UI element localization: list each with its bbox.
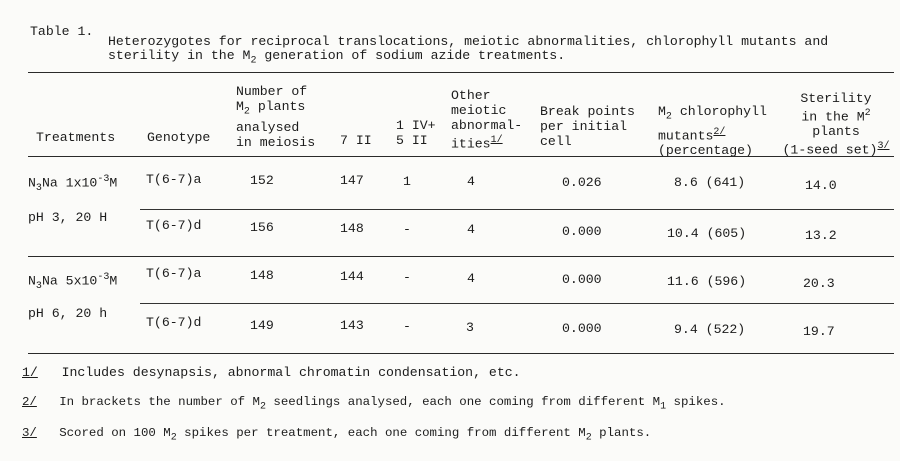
table-cell-plants: 149 — [250, 318, 274, 333]
table-caption-label: Table 1. — [30, 24, 94, 39]
table-cell-genotype: T(6-7)a — [146, 172, 202, 187]
header-seven-ii: 7 II — [340, 133, 372, 148]
table-cell-other: 4 — [467, 222, 475, 237]
table-cell-genotype: T(6-7)a — [146, 266, 202, 281]
table-cell-plants: 156 — [250, 220, 274, 235]
header-one-iv-five-ii: 1 IV+ 5 II — [396, 118, 436, 148]
table-cell-seven-ii: 143 — [340, 318, 364, 333]
table-cell-seven-ii: 148 — [340, 221, 364, 236]
bottom-rule — [28, 353, 894, 354]
table-cell-sterility: 13.2 — [805, 228, 837, 243]
table-cell-break: 0.000 — [562, 272, 602, 287]
table-cell-other: 3 — [466, 320, 474, 335]
table-cell-break: 0.026 — [562, 175, 602, 190]
table-cell-seven-ii: 147 — [340, 173, 364, 188]
header-genotype: Genotype — [147, 130, 211, 145]
treatment-1-name: $N_3Na$ $1x10^{-3}M$ — [28, 174, 118, 195]
table-caption-line-2: sterility in the $M_2$ generation of sodium azide treatments. — [108, 48, 566, 67]
table-cell-sterility: 14.0 — [805, 178, 837, 193]
table-cell-genotype: T(6-7)d — [146, 315, 202, 330]
header-break-points: Break points per initial cell — [540, 104, 635, 149]
footnote-ref-1: 1/ — [490, 135, 503, 146]
table-cell-plants: 148 — [250, 268, 274, 283]
table-cell-sterility: 20.3 — [803, 276, 835, 291]
table-cell-sterility: 19.7 — [803, 324, 835, 339]
table-cell-chlorophyll: 11.6 (596) — [667, 274, 747, 289]
table-cell-chlorophyll: 10.4 (605) — [667, 226, 747, 241]
header-treatments: Treatments — [36, 130, 116, 145]
table-cell-iv: 1 — [403, 174, 411, 189]
row-divider — [140, 209, 894, 210]
table-cell-iv: - — [403, 319, 411, 334]
treatment-1-condition: pH 3, 20 H — [28, 210, 108, 225]
header-other-meiotic: Other meiotic abnormal- ities$^{1/}$ — [451, 88, 523, 152]
table-caption-line-1: Heterozygotes for reciprocal translocations, meiotic abnormalities, chlorophyll mutants and — [108, 34, 829, 49]
table-cell-genotype: T(6-7)d — [146, 218, 202, 233]
table-cell-seven-ii: 144 — [340, 269, 364, 284]
table-cell-iv: - — [403, 270, 411, 285]
group-divider — [28, 256, 894, 257]
table-cell-chlorophyll: 9.4 (522) — [674, 322, 746, 337]
footnote-2: 2/ In brackets the number of $M_2$ seedlings analysed, each one coming from different $M_1$ spikes. — [22, 395, 726, 413]
footnote-3: 3/ Scored on 100 $M_2$ spikes per treatment, each one coming from different $M_2$ plants. — [22, 426, 652, 444]
treatment-2-name: $N_3Na$ $5x10^{-3}M$ — [28, 272, 118, 293]
footnote-ref-3: 3/ — [877, 141, 890, 153]
row-divider — [140, 303, 894, 304]
treatment-2-condition: pH 6, 20 h — [28, 306, 108, 321]
header-sterility: Sterility in the $M^2$ plants (1-seed set)$^{3/}$ — [782, 91, 890, 158]
header-chlorophyll-mutants: $M_2$ chlorophyll mutants$^{2/}$ (percentage) — [658, 104, 767, 159]
footnote-1: 1/ Includes desynapsis, abnormal chromatin condensation, etc. — [22, 365, 521, 380]
header-rule — [28, 156, 894, 157]
table-cell-plants: 152 — [250, 173, 274, 188]
table-cell-chlorophyll: 8.6 (641) — [674, 175, 746, 190]
table-cell-break: 0.000 — [562, 321, 602, 336]
top-rule — [28, 72, 894, 73]
table-cell-other: 4 — [467, 174, 475, 189]
table-cell-other: 4 — [467, 271, 475, 286]
table-cell-break: 0.000 — [562, 224, 602, 239]
table-cell-iv: - — [403, 222, 411, 237]
footnote-ref-2: 2/ — [713, 126, 726, 138]
header-number-plants: Number of $M_2$ plants analysed in meiosis — [236, 84, 316, 150]
